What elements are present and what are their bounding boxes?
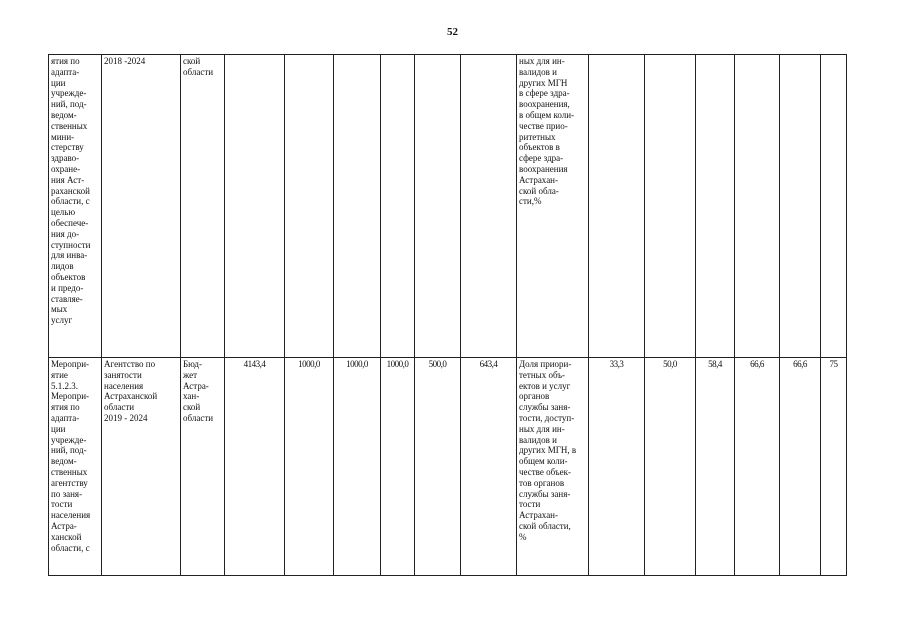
executor-cell-line: Агентство по xyxy=(104,359,156,369)
funding-value-cell-value: 643,4 xyxy=(479,359,498,369)
measure-name-cell-line: ний, под- xyxy=(51,445,87,456)
measure-name-cell-line: Меропри- xyxy=(51,359,90,369)
executor-cell-line: 2019 - 2024 xyxy=(104,412,148,423)
indicator-cell-line: честве объек- xyxy=(519,466,571,477)
measure-name-cell-line: обеспече- xyxy=(51,217,89,228)
measure-name-cell xyxy=(49,358,102,576)
funding-source-cell-line: Астра- xyxy=(183,380,209,391)
measure-name-cell-line: населения xyxy=(51,510,91,521)
indicator-cell-line: воохранения, xyxy=(519,99,570,110)
indicator-cell-line: в сфере здра- xyxy=(519,88,570,99)
measure-name-cell-line: ний, под- xyxy=(51,99,87,110)
indicator-value-cell xyxy=(780,55,821,358)
indicator-value-cell xyxy=(696,55,735,358)
funding-value-cell-value: 1000,0 xyxy=(386,359,409,369)
funding-value-cell xyxy=(415,55,461,358)
funding-value-cell xyxy=(334,358,381,576)
measure-name-cell-line: стерству xyxy=(51,142,84,153)
indicator-cell-line: тости, доступ- xyxy=(519,412,575,423)
indicator-cell-line: валидов и xyxy=(519,434,557,445)
indicator-cell-line: сфере здра- xyxy=(519,153,564,164)
table-row xyxy=(49,55,847,358)
measure-name-cell-line: Меропри- xyxy=(51,391,90,402)
measure-name-cell-line: лидов xyxy=(51,261,74,272)
funding-source-cell-line: ской xyxy=(183,56,201,66)
indicator-cell-line: ных для ин- xyxy=(519,56,565,66)
indicator-cell-line: службы заня- xyxy=(519,488,571,499)
measure-name-cell-line: ведом- xyxy=(51,109,77,120)
executor-cell-line: занятости xyxy=(104,369,142,380)
executor-cell xyxy=(102,55,181,358)
indicator-value-cell-value: 58,4 xyxy=(708,359,722,369)
measure-name-cell-line: ственных xyxy=(51,120,88,131)
indicator-cell-line: тов органов xyxy=(519,477,565,488)
indicator-value-cell-value: 50,0 xyxy=(663,359,677,369)
indicator-cell-line: ской обла- xyxy=(519,185,559,196)
funding-value-cell xyxy=(461,55,517,358)
measure-name-cell-line: и предо- xyxy=(51,282,84,293)
indicator-cell-line: честве прио- xyxy=(519,120,568,131)
measure-name-cell-line: адапта- xyxy=(51,66,80,77)
indicator-cell-line: службы заня- xyxy=(519,402,571,413)
indicator-cell-line: тетных объ- xyxy=(519,369,565,380)
indicator-value-cell xyxy=(589,358,645,576)
measure-name-cell-line: услуг xyxy=(51,315,73,326)
indicator-value-cell xyxy=(696,358,735,576)
table-row xyxy=(49,358,847,576)
measure-name-cell xyxy=(49,55,102,358)
indicator-value-cell xyxy=(821,358,847,576)
funding-source-cell-line: области xyxy=(183,412,214,423)
funding-value-cell-value: 1000,0 xyxy=(298,359,320,369)
indicator-cell-line: общем коли- xyxy=(519,456,568,467)
measure-name-cell-line: ции xyxy=(51,423,66,434)
measure-name-cell-line: ханской xyxy=(51,531,82,542)
funding-source-cell-line: жет xyxy=(183,369,198,380)
funding-value-cell xyxy=(285,358,334,576)
indicator-cell-line: Доля приори- xyxy=(519,359,572,369)
indicator-value-cell xyxy=(821,55,847,358)
indicator-value-cell-value: 75 xyxy=(829,359,838,369)
measure-name-cell-line: учрежде- xyxy=(51,88,87,99)
indicator-cell-line: воохранения xyxy=(519,163,568,174)
funding-value-cell xyxy=(381,55,415,358)
indicator-cell-line: объектов в xyxy=(519,142,560,153)
indicator-cell-line: других МГН xyxy=(519,77,568,88)
measure-name-cell-line: тости xyxy=(51,499,73,510)
indicator-cell-line: ектов и услуг xyxy=(519,380,571,391)
measure-name-cell-line: ции xyxy=(51,77,66,88)
measure-name-cell-line: объектов xyxy=(51,271,86,282)
measure-name-cell-line: области, с xyxy=(51,196,90,207)
funding-source-cell-line: Бюд- xyxy=(183,359,203,369)
funding-source-cell xyxy=(181,55,225,358)
indicator-value-cell-value: 33,3 xyxy=(609,359,624,369)
funding-value-cell xyxy=(381,358,415,576)
funding-value-cell-value: 1000,0 xyxy=(346,359,368,369)
indicator-cell xyxy=(517,55,589,358)
measure-name-cell-line: для инва- xyxy=(51,250,88,261)
indicator-value-cell-value: 66,6 xyxy=(750,359,764,369)
indicator-value-cell xyxy=(735,358,780,576)
measure-name-cell-line: агентству xyxy=(51,477,88,488)
page-number: 52 xyxy=(447,26,458,38)
indicator-cell-line: в общем коли- xyxy=(519,109,575,120)
measure-name-cell-line: мини- xyxy=(51,131,75,142)
indicator-cell-line: Астрахан- xyxy=(519,510,558,521)
indicator-cell-line: других МГН, в xyxy=(519,445,577,456)
measure-name-cell-line: ния Аст- xyxy=(51,174,85,185)
executor-cell-line: населения xyxy=(104,380,144,391)
indicator-value-cell xyxy=(645,55,696,358)
funding-value-cell-value: 500,0 xyxy=(428,359,447,369)
indicator-cell-line: % xyxy=(519,531,527,542)
measure-name-cell-line: ятия по xyxy=(51,56,80,66)
indicator-cell-line: тости xyxy=(519,499,541,510)
executor-cell-line: области xyxy=(104,402,135,413)
measure-name-cell-line: области, с xyxy=(51,542,90,553)
funding-value-cell xyxy=(225,358,285,576)
indicator-cell-line: органов xyxy=(519,391,550,402)
funding-value-cell xyxy=(285,55,334,358)
measure-name-cell-line: ступности xyxy=(51,239,91,250)
program-table xyxy=(48,54,847,576)
measure-name-cell-line: ятие xyxy=(51,369,68,380)
funding-value-cell xyxy=(461,358,517,576)
measure-name-cell-line: ния до- xyxy=(51,228,80,239)
indicator-value-cell xyxy=(780,358,821,576)
indicator-cell-line: ных для ин- xyxy=(519,423,565,434)
indicator-cell xyxy=(517,358,589,576)
indicator-cell-line: сти,% xyxy=(519,196,542,207)
measure-name-cell-line: Астра- xyxy=(51,520,77,531)
funding-source-cell-line: ской xyxy=(183,402,201,413)
funding-value-cell xyxy=(334,55,381,358)
measure-name-cell-line: ятия по xyxy=(51,402,80,413)
indicator-value-cell xyxy=(645,358,696,576)
executor-cell-line: Астраханской xyxy=(104,391,158,402)
indicator-value-cell-value: 66,6 xyxy=(793,359,807,369)
measure-name-cell-line: охране- xyxy=(51,163,81,174)
indicator-cell-line: ской области, xyxy=(519,520,571,531)
measure-name-cell-line: 5.1.2.3. xyxy=(51,380,78,391)
indicator-cell-line: валидов и xyxy=(519,66,557,77)
executor-cell xyxy=(102,358,181,576)
measure-name-cell-line: ведом- xyxy=(51,456,77,467)
funding-source-cell-line: области xyxy=(183,66,214,77)
measure-name-cell-line: ставляе- xyxy=(51,293,83,304)
measure-name-cell-line: мых xyxy=(51,304,68,315)
funding-value-cell xyxy=(225,55,285,358)
indicator-cell-line: ритетных xyxy=(519,131,556,142)
funding-source-cell-line: хан- xyxy=(183,391,200,402)
indicator-value-cell xyxy=(589,55,645,358)
indicator-cell-line: Астрахан- xyxy=(519,174,558,185)
measure-name-cell-line: ственных xyxy=(51,466,88,477)
funding-source-cell xyxy=(181,358,225,576)
measure-name-cell-line: раханской xyxy=(51,185,90,196)
measure-name-cell-line: учрежде- xyxy=(51,434,87,445)
measure-name-cell-line: целью xyxy=(51,207,76,218)
executor-cell-line: 2018 -2024 xyxy=(104,56,146,66)
funding-value-cell xyxy=(415,358,461,576)
measure-name-cell-line: адапта- xyxy=(51,412,80,423)
funding-value-cell-value: 4143,4 xyxy=(243,359,266,369)
measure-name-cell-line: здраво- xyxy=(51,153,80,164)
indicator-value-cell xyxy=(735,55,780,358)
measure-name-cell-line: по заня- xyxy=(51,488,83,499)
